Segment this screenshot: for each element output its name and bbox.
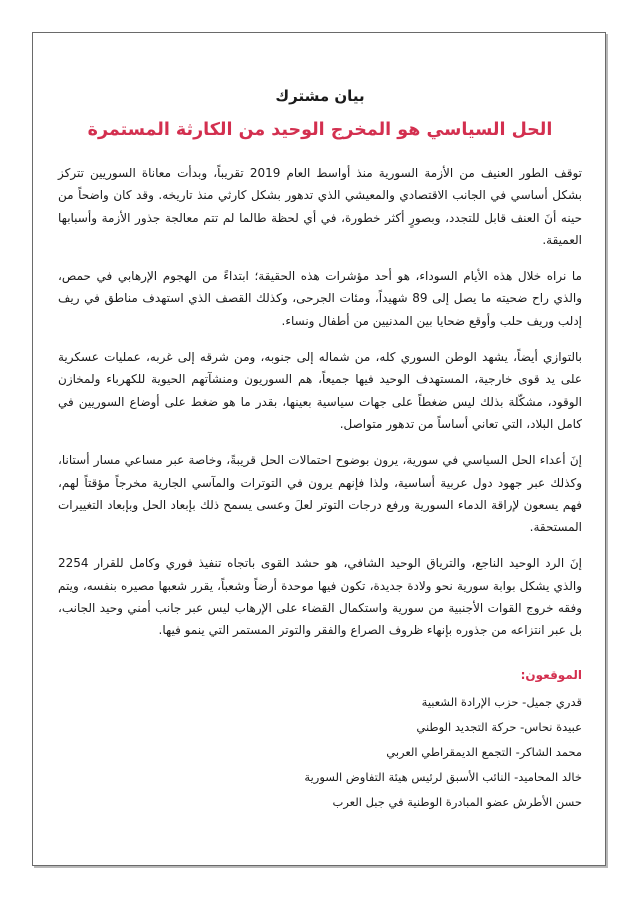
paragraph-1: توقف الطور العنيف من الأزمة السورية منذ أواسط العام 2019 تقريباً، وبدأت معاناة السوريين تتركز بشكل أساسي في الجانب الاقتصادي والمعيشي الذي تدهور بشكل كارثي منذ تاريخه. وقد كان واضحاً من حينه أنَ العنف قابل للتجدد، وبصورٍ أكثر خطورة، في أي لحظة طالما لم تتم معالجة جذور الأزمة وأسبابها العميقة.	[58, 166, 583, 247]
signatory-5: حسن الأطرش عضو المبادرة الوطنية في جبل العرب	[332, 794, 582, 809]
paragraph-5: إنَ الرد الوحيد الناجع، والترياق الوحيد الشافي، هو حشد القوى باتجاه تنفيذ فوري وكامل للقرار 2254 والذي يشكل بوابة سورية نحو ولادة جديدة، تكون فيها موحدة أرضاً وشعباً، يقرر شعبها مصيره بنفسه، ويتم وفقه خروج القوات الأجنبية من سورية واستكمال القضاء على الإرهاب ليس عبر جانب أمني وحيد الجانب، بل عبر انتزاعه من جذوره بإنهاء ظروف الصراع والفقر والتوتر المستمر التي ينمو فيها.	[58, 556, 582, 638]
statement-content	[58, 86, 582, 815]
signatory-2: عبيدة نحاس- حركة التجديد الوطني	[416, 719, 582, 734]
signatories-list	[58, 690, 582, 815]
signatories-heading: الموقعون:	[520, 667, 582, 682]
signatory-1: قدري جميل- حزب الإرادة الشعبية	[421, 694, 582, 709]
paragraph-4: إنَ أعداء الحل السياسي في سورية، يرون بوضوح احتمالات الحل قريبةً، وخاصة عبر مساعي مسار أستانا، وكذلك عبر جهود دول عربية أساسية، ولذا فإنهم يرون في التوترات والمآسي الجارية مخرجاً مؤقتاً لهم، فهم يسعون لإراقة الدماء السورية ورفع درجات التوتر لعلَ وعسى يسمح ذلك بإبعاد الحل وبإبعاد التغييرات المستحقة.	[58, 453, 582, 535]
document-title: الحل السياسي هو المخرج الوحيد من الكارثة المستمرة	[87, 120, 553, 140]
paragraph-3: بالتوازي أيضاً، يشهد الوطن السوري كله، من شماله إلى جنوبه، ومن شرقه إلى غربه، عمليات عسكرية على يد قوى خارجية، المستهدف الوحيد فيها جميعاً، هم السوريون ومنشآتهم الحيوية للكهرباء ولمخازن الوقود، مشكّلة بذلك ليس ضغطاً على جهات سياسية بعينها، بقدر ما هو ضغط على أوضاع السوريين في كامل البلاد، التي تعاني أساساً من تدهور متواصل.	[58, 350, 582, 431]
document-header: بيان مشترك	[275, 87, 365, 105]
signatory-3: محمد الشاكر- التجمع الديمقراطي العربي	[386, 744, 582, 759]
signatory-4: خالد المحاميد- النائب الأسبق لرئيس هيئة التفاوض السورية	[304, 769, 582, 784]
paragraph-2: ما نراه خلال هذه الأيام السوداء، هو أحد مؤشرات هذه الحقيقة؛ ابتداءً من الهجوم الإرهابي في حمص، والذي راح ضحيته ما يصل إلى 89 شهيداً، ومئات الجرحى، وكذلك القصف الذي استهدف مناطق في ريف إدلب وريف حلب وأوقع ضحايا بين المدنيين من أطفال ونساء.	[58, 269, 582, 328]
